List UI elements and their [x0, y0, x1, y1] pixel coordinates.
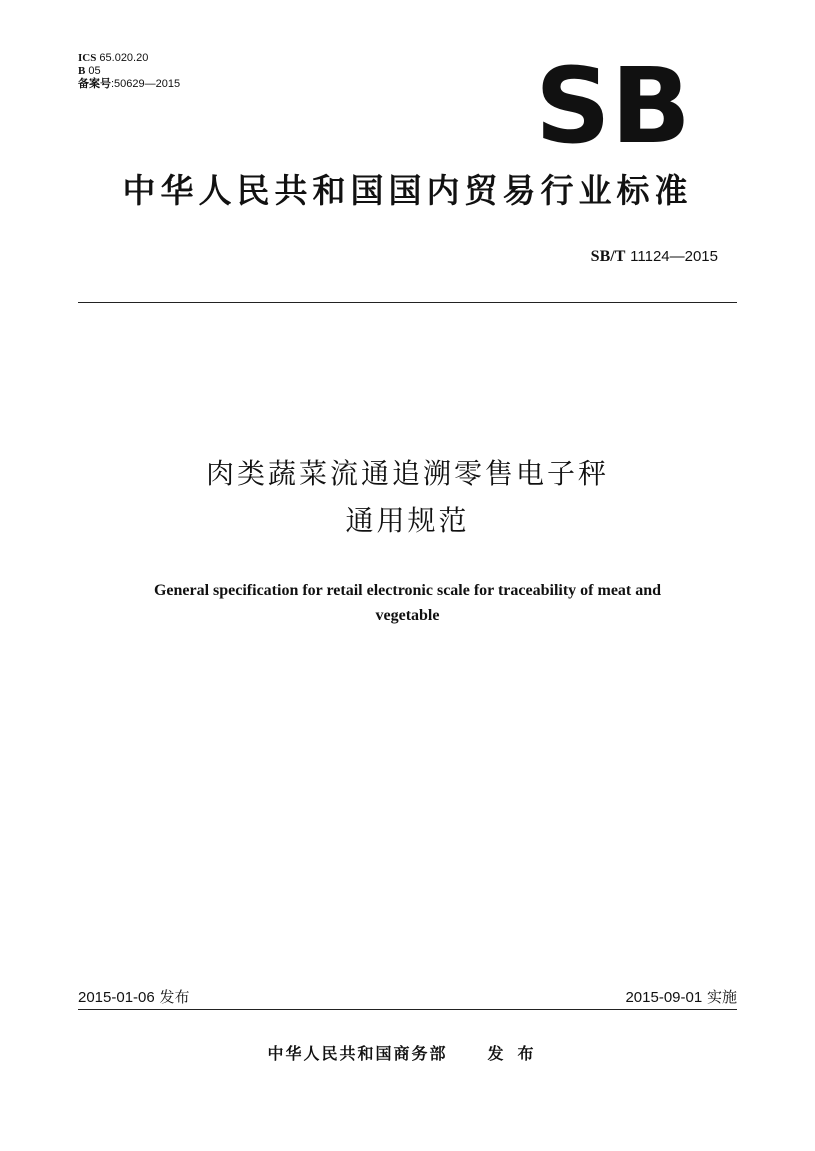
issuer-action: 发布 — [487, 1044, 548, 1063]
issue-date-word: 发布 — [159, 988, 190, 1006]
implement-date-value: 2015-09-01 — [625, 989, 703, 1006]
record-value: :50629—2015 — [111, 78, 181, 90]
class-value: 05 — [88, 65, 101, 77]
sb-logo — [534, 62, 692, 144]
bottom-divider — [78, 1009, 737, 1010]
title-en-line-1: General specification for retail electronic scale for traceability of meat and — [153, 582, 662, 599]
title-cn-line-1: 肉类蔬菜流通追溯零售电子秤 — [205, 457, 609, 490]
classification-block — [78, 52, 180, 91]
issue-date — [78, 987, 190, 1008]
agency-title: 中华人民共和国国内贸易行业标准 — [122, 171, 693, 210]
document-title-en — [0, 578, 815, 628]
record-label: 备案号 — [78, 78, 111, 90]
standard-code: 11124—2015 — [630, 248, 718, 265]
class-label: B — [78, 65, 86, 77]
ics-row — [78, 52, 180, 65]
implement-date-word: 实施 — [706, 988, 737, 1006]
issuer-org: 中华人民共和国商务部 — [267, 1044, 448, 1063]
document-title-cn — [0, 450, 815, 544]
class-row — [78, 65, 180, 78]
title-cn-line-2: 通用规范 — [345, 504, 470, 537]
implement-date — [625, 987, 737, 1008]
standard-prefix: SB/T — [590, 248, 626, 265]
ics-value: 65.020.20 — [99, 52, 149, 64]
issuer — [0, 1042, 815, 1066]
title-en-line-2: vegetable — [375, 607, 440, 624]
top-divider — [78, 302, 737, 303]
sb-logo-text: SB — [535, 62, 691, 144]
standard-number — [591, 246, 718, 267]
ics-label: ICS — [78, 52, 97, 64]
issue-date-value: 2015-01-06 — [78, 989, 155, 1006]
record-row — [78, 78, 180, 91]
